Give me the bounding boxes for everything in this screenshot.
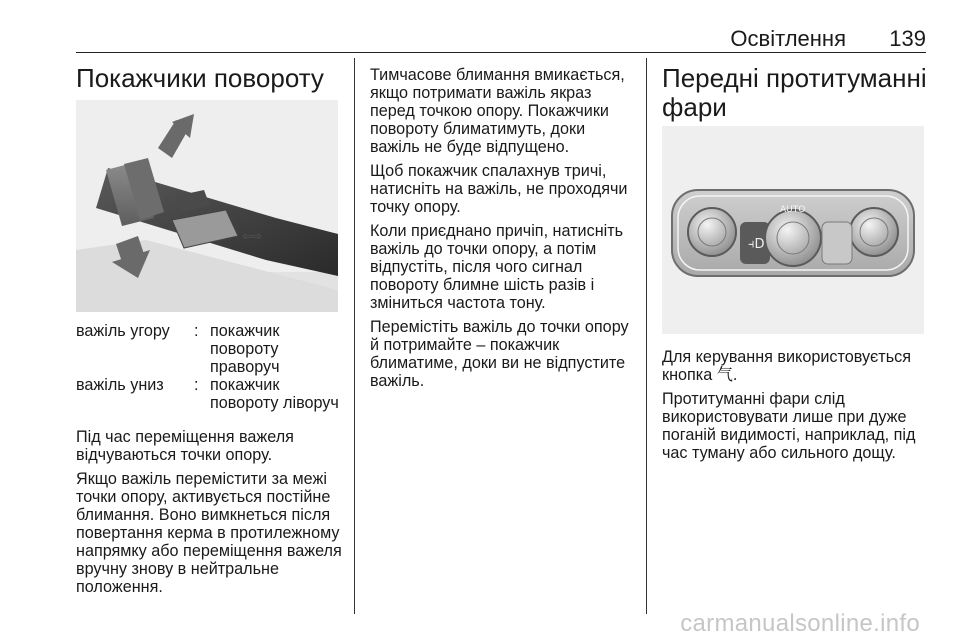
text-line: перед точкою опору. Покажчики (370, 102, 609, 120)
text-line: й потримайте – покажчик (370, 336, 560, 354)
text-line: блиматиме, доки ви не відпустите (370, 354, 626, 372)
svg-text:⇦⇨: ⇦⇨ (242, 229, 263, 243)
text-line: натисніть на важіль, не проходячи (370, 180, 628, 198)
definition-desc (210, 376, 339, 412)
text-line: Для керування використовується (662, 348, 912, 366)
page-number: 139 (889, 26, 926, 51)
svg-text:⫞D: ⫞D (748, 237, 765, 252)
panel-label: AUTO (780, 205, 806, 215)
paragraph (662, 390, 934, 462)
paragraph (76, 470, 348, 596)
chapter-title: Освітлення (730, 26, 846, 51)
definition-row (76, 376, 339, 412)
text-line: точки опору, активується постійне (76, 488, 331, 506)
turn-signal-definitions (76, 322, 346, 412)
definition-desc-line: повороту ліворуч (210, 394, 339, 412)
definition-row (76, 322, 339, 376)
paragraph (76, 428, 348, 464)
turn-signals-section (76, 64, 344, 93)
column-divider-left (354, 58, 355, 614)
text-line: Якщо важіль перемістити за межі (76, 470, 327, 488)
definition-desc-line: покажчик (210, 376, 280, 394)
text-line: зміниться частота тону. (370, 294, 546, 312)
text-line: повороту блимне шість разів і (370, 276, 595, 294)
middle-column-text (370, 66, 642, 396)
text-line: час туману або сильного дощу. (662, 444, 896, 462)
text-line: поганій видимості, наприклад, під (662, 426, 916, 444)
turn-signal-lever-illustration (76, 100, 338, 312)
text-line: вручну знову в нейтральне (76, 560, 279, 578)
text-line: Під час переміщення важеля (76, 428, 294, 446)
fog-lights-text (662, 348, 934, 468)
text-line: Коли приєднано причіп, натисніть (370, 222, 624, 240)
turn-signal-lever-figure (76, 100, 338, 312)
definition-term: важіль униз (76, 376, 164, 394)
light-control-panel-illustration (662, 126, 924, 334)
text-line: важіль до точки опору, а потім (370, 240, 597, 258)
turn-signal-text (76, 428, 348, 602)
text-line: блимання. Воно вимкнеться після (76, 506, 331, 524)
paragraph (370, 222, 642, 312)
definition-desc (210, 322, 339, 376)
text-line: використовувати лише при дуже (662, 408, 907, 426)
text-line: повертання керма в протилежному (76, 524, 340, 542)
text-line: положення. (76, 578, 163, 596)
definition-separator: : (194, 322, 199, 340)
text-line: Протитуманні фари слід (662, 390, 845, 408)
paragraph (370, 162, 642, 216)
column-divider-right (646, 58, 647, 614)
text-line: кнопка ⽓. (662, 366, 738, 384)
text-line: Щоб покажчик спалахнув тричі, (370, 162, 607, 180)
text-line: відпустіть, після чого сигнал (370, 258, 583, 276)
definition-desc-line: повороту (210, 340, 279, 358)
header-rule (76, 52, 926, 53)
paragraph (370, 66, 642, 156)
light-control-panel-figure (662, 126, 924, 334)
text-line: напрямку або переміщення важеля (76, 542, 342, 560)
watermark: carmanualsonline.info (680, 610, 920, 637)
text-line: важіль. (370, 372, 425, 390)
definition-separator: : (194, 376, 199, 394)
paragraph (662, 348, 934, 384)
paragraph (370, 318, 642, 390)
text-line: відчуваються точки опору. (76, 446, 273, 464)
section-title: Покажчики повороту (76, 63, 324, 93)
text-line: якщо потримати важіль якраз (370, 84, 592, 102)
definition-desc-line: праворуч (210, 358, 280, 376)
section-title (662, 64, 932, 122)
definition-term: важіль угору (76, 322, 170, 340)
section-title-line: фари (662, 92, 727, 122)
text-line: Тимчасове блимання вмикається, (370, 66, 625, 84)
fog-lights-section (662, 64, 932, 122)
section-title-line: Передні протитуманні (662, 63, 927, 93)
text-line: важіль не буде відпущено. (370, 138, 570, 156)
definition-desc-line: покажчик (210, 322, 280, 340)
text-line: точку опору. (370, 198, 461, 216)
text-line: повороту блиматимуть, доки (370, 120, 586, 138)
text-line: Перемістіть важіль до точки опору (370, 318, 629, 336)
